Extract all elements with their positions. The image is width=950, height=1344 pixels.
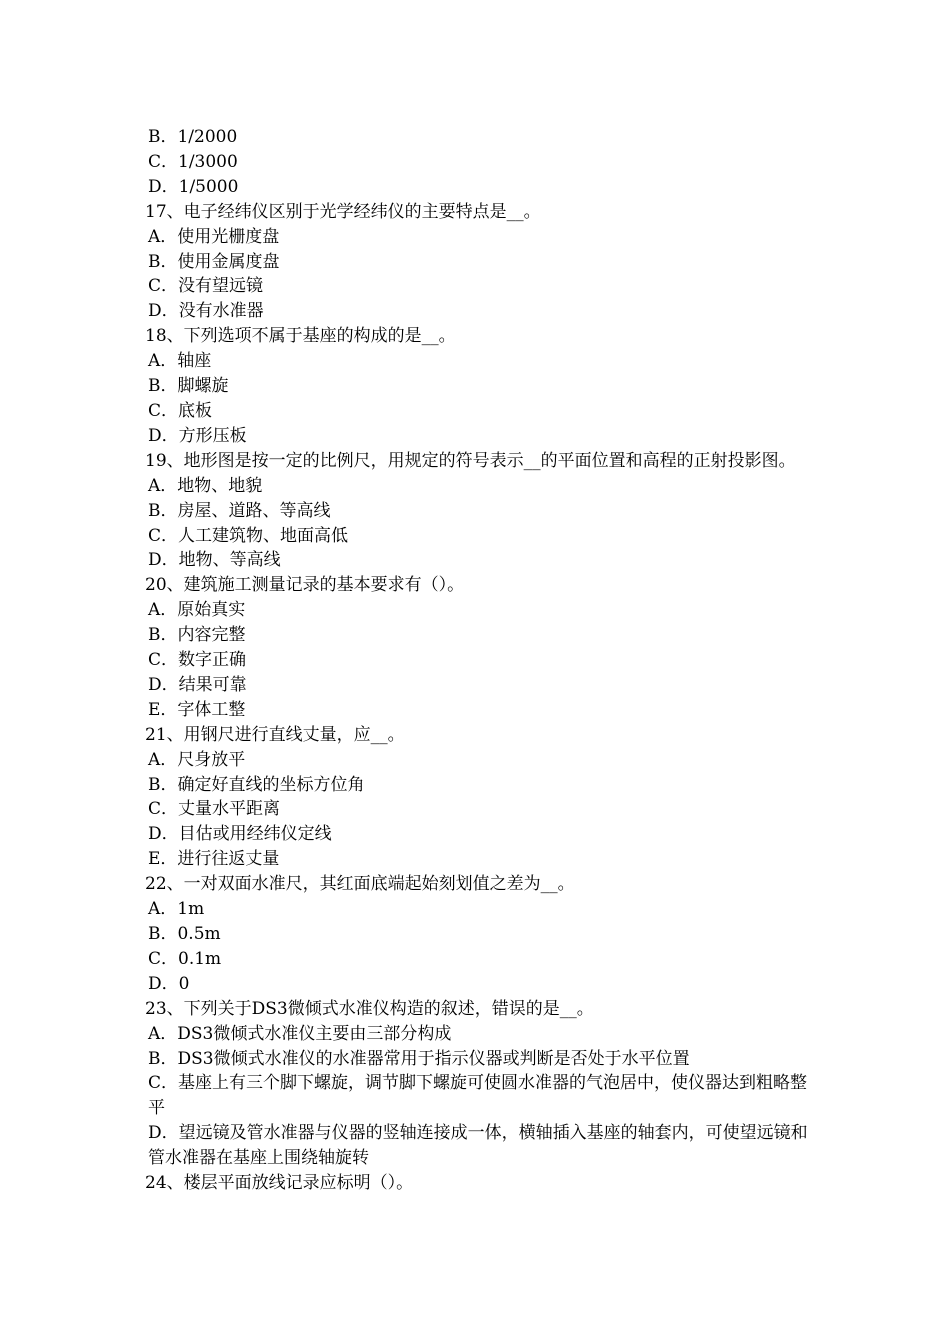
option-line: B．内容完整 — [148, 625, 246, 646]
option-line: A．轴座 — [148, 351, 212, 372]
option-line: D．0 — [148, 973, 190, 994]
option-line: C．0.1m — [148, 948, 222, 969]
question-line: 19、地形图是按一定的比例尺，用规定的符号表示__的平面位置和高程的正射投影图。 — [145, 450, 796, 471]
option-line: C．人工建筑物、地面高低 — [148, 525, 349, 546]
option-line: A．原始真实 — [148, 600, 246, 621]
question-line: 17、电子经纬仪区别于光学经纬仪的主要特点是__。 — [145, 201, 541, 222]
option-line: C．丈量水平距离 — [148, 799, 281, 820]
option-line: E．进行往返丈量 — [148, 849, 280, 870]
option-line: B．脚螺旋 — [148, 376, 229, 397]
option-line: A．尺身放平 — [148, 749, 246, 770]
question-line: 24、楼层平面放线记录应标明（）。 — [145, 1173, 414, 1194]
option-line: D．结果可靠 — [148, 674, 247, 695]
option-line: A．使用光栅度盘 — [148, 226, 280, 247]
option-line: C．底板 — [148, 400, 213, 421]
option-line: B．1/2000 — [148, 127, 238, 147]
option-line: E．字体工整 — [148, 699, 246, 720]
option-line: D．方形压板 — [148, 425, 247, 446]
option-line: C．没有望远镜 — [148, 276, 264, 297]
option-line: B．房屋、道路、等高线 — [148, 500, 331, 521]
option-line: B．确定好直线的坐标方位角 — [148, 774, 365, 795]
option-line: D．地物、等高线 — [148, 550, 281, 571]
option-line: D．望远镜及管水准器与仪器的竖轴连接成一体，横轴插入基座的轴套内，可使望远镜和管水准器在基座上围绕轴旋转 — [148, 1123, 808, 1169]
question-line: 20、建筑施工测量记录的基本要求有（）。 — [145, 575, 465, 596]
option-line: B．0.5m — [148, 924, 221, 944]
document-body — [145, 125, 810, 1196]
option-line: C．1/3000 — [148, 151, 238, 172]
option-line: A．地物、地貌 — [148, 475, 263, 496]
option-line: D．1/5000 — [148, 176, 239, 197]
question-line: 22、一对双面水准尺，其红面底端起始刻划值之差为__。 — [145, 874, 575, 895]
option-line: B．使用金属度盘 — [148, 251, 280, 272]
question-line: 21、用钢尺进行直线丈量，应__。 — [145, 724, 405, 745]
option-line: B．DS3微倾式水准仪的水准器常用于指示仪器或判断是否处于水平位置 — [148, 1048, 690, 1069]
option-line: A．1m — [148, 899, 205, 920]
option-line: C．基座上有三个脚下螺旋，调节脚下螺旋可使圆水准器的气泡居中，使仪器达到粗略整平 — [148, 1073, 808, 1119]
question-line: 23、下列关于DS3微倾式水准仪构造的叙述，错误的是__。 — [145, 998, 594, 1019]
option-line: D．没有水准器 — [148, 301, 264, 322]
option-line: A．DS3微倾式水准仪主要由三部分构成 — [148, 1023, 452, 1044]
question-line: 18、下列选项不属于基座的构成的是__。 — [145, 326, 456, 347]
option-line: D．目估或用经纬仪定线 — [148, 824, 332, 845]
option-line: C．数字正确 — [148, 650, 247, 671]
